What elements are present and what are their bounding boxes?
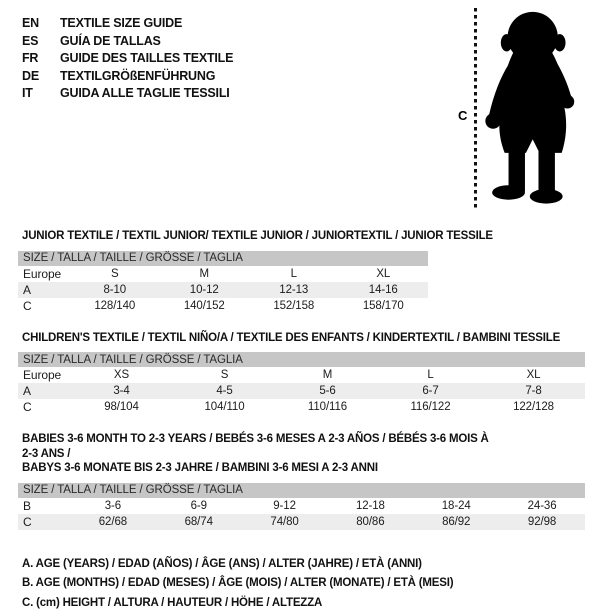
language-label: GUIDE DES TAILLES TEXTILE xyxy=(60,50,233,68)
section-title-line: BABIES 3-6 MONTH TO 2-3 YEARS / BEBÉS 3-6 MESES A 2-3 AÑOS / BÉBÉS 3-6 MOIS À 2-3 ANS / xyxy=(22,432,492,461)
size-header-bar: SIZE / TALLA / TAILLE / GRÖSSE / TAGLIA xyxy=(18,251,428,266)
table-cell: 86/92 xyxy=(413,514,499,530)
table-cell: 74/80 xyxy=(242,514,328,530)
table-cell: 110/116 xyxy=(276,399,379,415)
table-cell: S xyxy=(70,266,160,282)
section-title xyxy=(22,229,586,244)
size-header-row xyxy=(18,483,585,498)
table-cell: 68/74 xyxy=(156,514,242,530)
table-cell: 92/98 xyxy=(499,514,585,530)
section-babies xyxy=(0,432,600,530)
language-code: DE xyxy=(22,68,60,86)
footnote-b: B. AGE (MONTHS) / EDAD (MESES) / ÂGE (MOIS) / ALTER (MONATE) / ETÀ (MESI) xyxy=(22,574,600,594)
table-cell: XS xyxy=(70,367,173,383)
table-row xyxy=(18,266,428,282)
language-label: GUÍA DE TALLAS xyxy=(60,33,161,51)
table-cell: 158/170 xyxy=(339,298,429,314)
table-cell: 6-9 xyxy=(156,498,242,514)
language-code: FR xyxy=(22,50,60,68)
junior-size-table xyxy=(18,251,428,314)
table-cell: 122/128 xyxy=(482,399,585,415)
table-cell: 12-13 xyxy=(249,282,339,298)
language-label: TEXTILE SIZE GUIDE xyxy=(60,15,182,33)
language-code: ES xyxy=(22,33,60,51)
babies-size-table xyxy=(18,483,585,530)
table-row xyxy=(18,298,428,314)
size-header-bar: SIZE / TALLA / TAILLE / GRÖSSE / TAGLIA xyxy=(18,352,585,367)
table-cell: 14-16 xyxy=(339,282,429,298)
row-label: C xyxy=(18,514,70,530)
section-title-line: JUNIOR TEXTILE / TEXTIL JUNIOR/ TEXTILE JUNIOR / JUNIORTEXTIL / JUNIOR TESSILE xyxy=(22,229,586,244)
page-header xyxy=(0,0,600,212)
table-cell: L xyxy=(379,367,482,383)
table-row xyxy=(18,514,585,530)
language-label: GUIDA ALLE TAGLIE TESSILI xyxy=(60,85,230,103)
row-label: C xyxy=(18,399,70,415)
language-code: IT xyxy=(22,85,60,103)
size-header-row xyxy=(18,251,428,266)
height-measure-dashed-line xyxy=(474,8,477,208)
table-row xyxy=(18,399,585,415)
footnotes xyxy=(22,555,600,613)
table-cell: 9-12 xyxy=(242,498,328,514)
section-title xyxy=(22,432,492,476)
table-cell: 18-24 xyxy=(413,498,499,514)
height-measure-label: C xyxy=(458,108,467,123)
table-row xyxy=(18,282,428,298)
table-cell: 140/152 xyxy=(160,298,250,314)
table-cell: 8-10 xyxy=(70,282,160,298)
language-label: TEXTILGRÖßENFÜHRUNG xyxy=(60,68,215,86)
section-title-line: CHILDREN'S TEXTILE / TEXTIL NIÑO/A / TEXTILE DES ENFANTS / KINDERTEXTIL / BAMBINI TESSILE xyxy=(22,331,586,346)
table-cell: M xyxy=(276,367,379,383)
section-title xyxy=(22,331,586,346)
size-header-bar: SIZE / TALLA / TAILLE / GRÖSSE / TAGLIA xyxy=(18,483,585,498)
table-row xyxy=(18,383,585,399)
row-label: A xyxy=(18,383,70,399)
table-cell: 4-5 xyxy=(173,383,276,399)
language-code: EN xyxy=(22,15,60,33)
table-cell: M xyxy=(160,266,250,282)
table-row xyxy=(18,367,585,383)
row-label: B xyxy=(18,498,70,514)
section-junior xyxy=(0,229,600,314)
row-label: A xyxy=(18,282,70,298)
table-cell: 24-36 xyxy=(499,498,585,514)
table-cell: 3-6 xyxy=(70,498,156,514)
row-label: C xyxy=(18,298,70,314)
section-children xyxy=(0,331,600,416)
table-cell: L xyxy=(249,266,339,282)
table-cell: 98/104 xyxy=(70,399,173,415)
table-cell: XL xyxy=(482,367,585,383)
baby-silhouette-icon xyxy=(482,8,594,206)
table-cell: XL xyxy=(339,266,429,282)
footnote-c: C. (cm) HEIGHT / ALTURA / HAUTEUR / HÖHE / ALTEZZA xyxy=(22,594,600,613)
size-header-row xyxy=(18,352,585,367)
table-cell: 12-18 xyxy=(327,498,413,514)
table-cell: 7-8 xyxy=(482,383,585,399)
table-cell: 5-6 xyxy=(276,383,379,399)
table-cell: 6-7 xyxy=(379,383,482,399)
baby-figure xyxy=(458,6,596,208)
table-row xyxy=(18,498,585,514)
section-title-line: BABYS 3-6 MONATE BIS 2-3 JAHRE / BAMBINI 3-6 MESI A 2-3 ANNI xyxy=(22,461,492,476)
table-cell: 62/68 xyxy=(70,514,156,530)
row-label: Europe xyxy=(18,367,70,383)
table-cell: 128/140 xyxy=(70,298,160,314)
row-label: Europe xyxy=(18,266,70,282)
table-cell: 80/86 xyxy=(327,514,413,530)
table-cell: 116/122 xyxy=(379,399,482,415)
children-size-table xyxy=(18,352,585,415)
table-cell: 3-4 xyxy=(70,383,173,399)
table-cell: S xyxy=(173,367,276,383)
table-cell: 152/158 xyxy=(249,298,339,314)
table-cell: 104/110 xyxy=(173,399,276,415)
footnote-a: A. AGE (YEARS) / EDAD (AÑOS) / ÂGE (ANS) / ALTER (JAHRE) / ETÀ (ANNI) xyxy=(22,555,600,575)
table-cell: 10-12 xyxy=(160,282,250,298)
